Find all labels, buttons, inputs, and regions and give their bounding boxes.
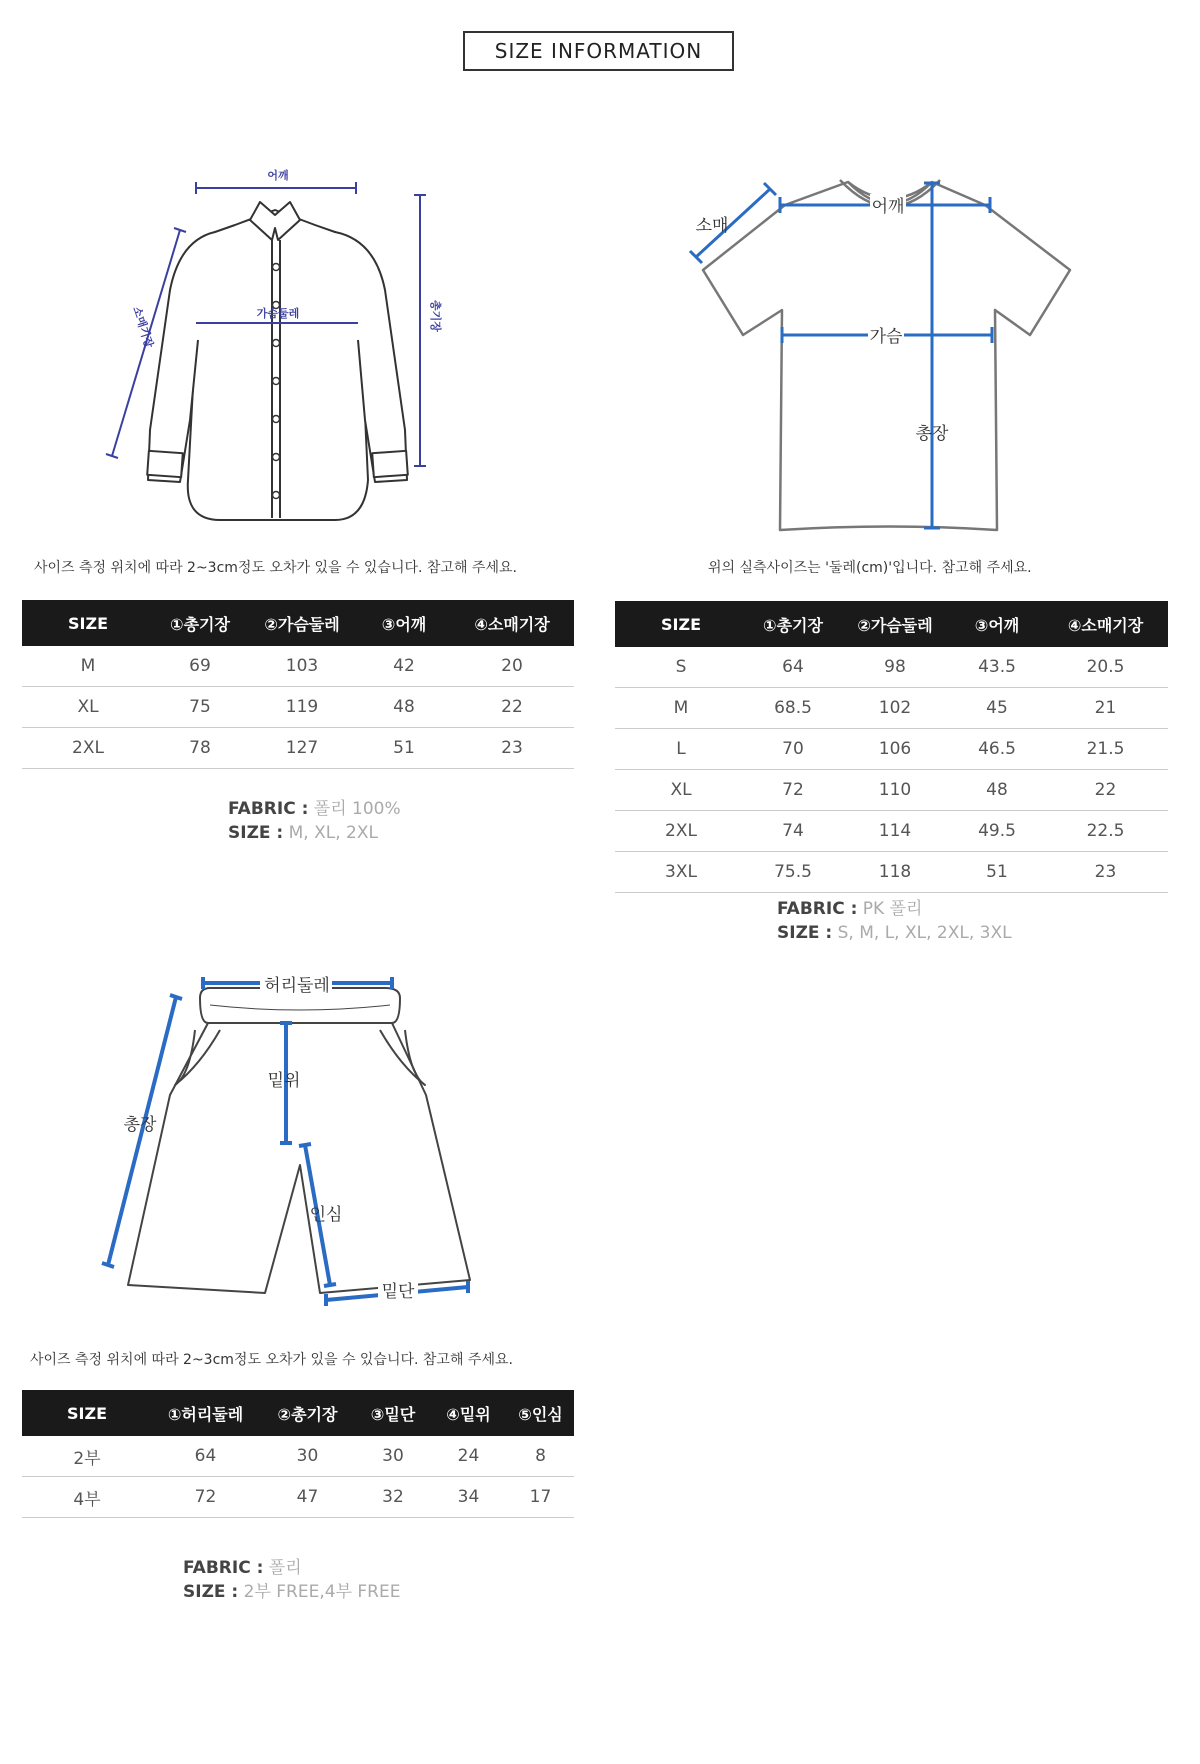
tshirt-sleeve-label: 소매	[695, 216, 729, 236]
table-header: ②총기장	[259, 1390, 356, 1436]
table-cell: 23	[1043, 852, 1168, 893]
table-cell: 17	[507, 1477, 574, 1518]
table-header: ①총기장	[747, 601, 839, 647]
table-cell: XL	[22, 687, 154, 728]
table-cell: 75.5	[747, 852, 839, 893]
table-cell: 22	[1043, 770, 1168, 811]
shorts-note: 사이즈 측정 위치에 따라 2~3cm정도 오차가 있을 수 있습니다. 참고해 주세요.	[30, 1352, 513, 1368]
table-cell: 22.5	[1043, 811, 1168, 852]
table-header-row	[22, 1390, 574, 1436]
fabric-key: FABRIC :	[777, 899, 858, 919]
table-cell: 78	[154, 728, 246, 769]
table-cell: 2XL	[615, 811, 747, 852]
table-cell: 21.5	[1043, 729, 1168, 770]
table-header: ③어깨	[358, 600, 450, 646]
table-cell: 30	[356, 1436, 430, 1477]
table-cell: 98	[839, 647, 951, 688]
table-cell: 127	[246, 728, 358, 769]
table-cell: 72	[747, 770, 839, 811]
table-cell: 51	[951, 852, 1043, 893]
table-row	[22, 1477, 574, 1518]
table-cell: 4부	[22, 1477, 152, 1518]
fabric-value: PK 폴리	[862, 899, 923, 919]
table-cell: 49.5	[951, 811, 1043, 852]
table-cell: 75	[154, 687, 246, 728]
table-cell: 20.5	[1043, 647, 1168, 688]
size-value: 2부 FREE,4부 FREE	[243, 1582, 401, 1602]
table-cell: XL	[615, 770, 747, 811]
size-value: M, XL, 2XL	[288, 823, 378, 843]
table-cell: 64	[747, 647, 839, 688]
size-key: SIZE :	[777, 923, 833, 943]
shorts-rise-label: 밑위	[267, 1071, 301, 1091]
fabric-key: FABRIC :	[183, 1558, 264, 1578]
tshirt-note: 위의 실측사이즈는 '둘레(cm)'입니다. 참고해 주세요.	[708, 560, 1032, 576]
table-cell: 2XL	[22, 728, 154, 769]
table-header: ④소매기장	[1043, 601, 1168, 647]
table-cell: 30	[259, 1436, 356, 1477]
shirt-fabric-info	[228, 797, 401, 845]
table-header: ①총기장	[154, 600, 246, 646]
tshirt-fabric-info	[777, 897, 1012, 945]
table-cell: M	[22, 646, 154, 687]
table-row	[22, 646, 574, 687]
table-header: ④소매기장	[450, 600, 574, 646]
table-cell: 68.5	[747, 688, 839, 729]
table-cell: 110	[839, 770, 951, 811]
table-row	[615, 688, 1168, 729]
table-cell: 47	[259, 1477, 356, 1518]
table-cell: 69	[154, 646, 246, 687]
tshirt-chest-label: 가슴	[869, 327, 903, 347]
shirt-sleeve-label: 소매기장	[130, 304, 156, 350]
table-cell: 74	[747, 811, 839, 852]
shirt-size-table	[22, 600, 574, 769]
table-cell: 24	[430, 1436, 507, 1477]
table-header: SIZE	[615, 601, 747, 647]
shorts-diagram	[100, 975, 490, 1315]
tshirt-shoulder-label: 어깨	[871, 197, 905, 217]
table-header: ③밑단	[356, 1390, 430, 1436]
table-cell: 23	[450, 728, 574, 769]
shorts-hem-label: 밑단	[381, 1282, 415, 1302]
shirt-chest-label: 가슴둘레	[256, 307, 300, 320]
table-cell: S	[615, 647, 747, 688]
fabric-value: 폴리 100%	[313, 799, 401, 819]
table-cell: 45	[951, 688, 1043, 729]
table-header: ①허리둘레	[152, 1390, 259, 1436]
table-cell: 22	[450, 687, 574, 728]
tshirt-diagram	[680, 175, 1100, 545]
table-cell: 106	[839, 729, 951, 770]
table-cell: 2부	[22, 1436, 152, 1477]
table-cell: 34	[430, 1477, 507, 1518]
table-row	[22, 1436, 574, 1477]
table-row	[615, 852, 1168, 893]
table-cell: 21	[1043, 688, 1168, 729]
shorts-inseam-label: 인심	[309, 1205, 343, 1225]
table-header: SIZE	[22, 1390, 152, 1436]
shorts-fabric-info	[183, 1556, 400, 1604]
table-row	[22, 728, 574, 769]
table-cell: 48	[358, 687, 450, 728]
fabric-key: FABRIC :	[228, 799, 309, 819]
table-cell: 51	[358, 728, 450, 769]
table-header: ②가슴둘레	[839, 601, 951, 647]
table-cell: 46.5	[951, 729, 1043, 770]
fabric-value: 폴리	[268, 1558, 302, 1578]
size-key: SIZE :	[183, 1582, 239, 1602]
table-header: ②가슴둘레	[246, 600, 358, 646]
shirt-diagram	[100, 169, 500, 520]
table-cell: 48	[951, 770, 1043, 811]
table-row	[22, 687, 574, 728]
table-header-row	[22, 600, 574, 646]
table-header: ③어깨	[951, 601, 1043, 647]
table-cell: 42	[358, 646, 450, 687]
table-cell: L	[615, 729, 747, 770]
tshirt-size-table	[615, 601, 1168, 893]
table-cell: 20	[450, 646, 574, 687]
page-title: SIZE INFORMATION	[463, 31, 734, 71]
table-cell: M	[615, 688, 747, 729]
table-cell: 3XL	[615, 852, 747, 893]
table-cell: 119	[246, 687, 358, 728]
table-cell: 103	[246, 646, 358, 687]
size-value: S, M, L, XL, 2XL, 3XL	[837, 923, 1012, 943]
table-cell: 70	[747, 729, 839, 770]
shirt-shoulder-label: 어깨	[267, 169, 289, 182]
size-key: SIZE :	[228, 823, 284, 843]
shorts-length-label: 총장	[123, 1115, 157, 1135]
table-row	[615, 729, 1168, 770]
table-row	[615, 770, 1168, 811]
table-header: SIZE	[22, 600, 154, 646]
table-header-row	[615, 601, 1168, 647]
table-cell: 64	[152, 1436, 259, 1477]
table-row	[615, 811, 1168, 852]
table-cell: 72	[152, 1477, 259, 1518]
shirt-note: 사이즈 측정 위치에 따라 2~3cm정도 오차가 있을 수 있습니다. 참고해 주세요.	[34, 560, 517, 576]
table-cell: 114	[839, 811, 951, 852]
shirt-length-label: 총기장	[429, 300, 442, 332]
table-cell: 32	[356, 1477, 430, 1518]
table-cell: 102	[839, 688, 951, 729]
table-cell: 8	[507, 1436, 574, 1477]
shorts-size-table	[22, 1390, 574, 1518]
table-header: ④밑위	[430, 1390, 507, 1436]
shorts-waist-label: 허리둘레	[264, 976, 330, 996]
table-row	[615, 647, 1168, 688]
table-header: ⑤인심	[507, 1390, 574, 1436]
tshirt-length-label: 총장	[915, 424, 949, 444]
table-cell: 118	[839, 852, 951, 893]
table-cell: 43.5	[951, 647, 1043, 688]
